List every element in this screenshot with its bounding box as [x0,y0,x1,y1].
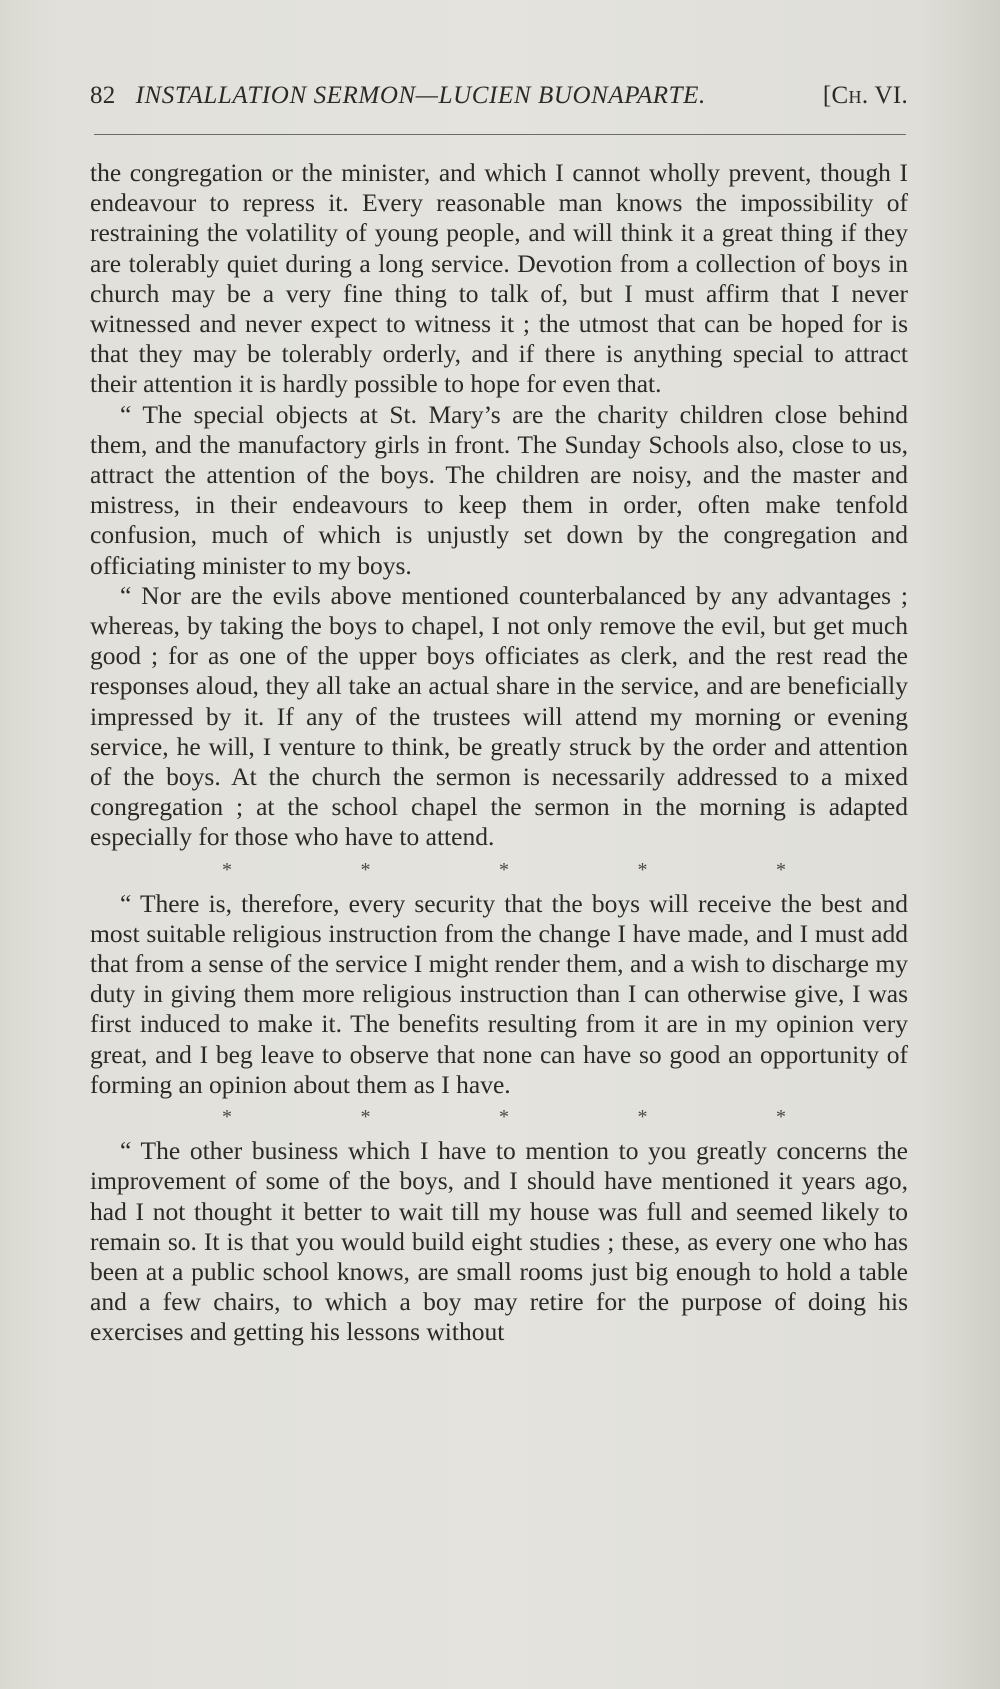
asterisk: * [499,858,509,881]
asterisk: * [360,858,371,881]
header-rule [94,134,906,135]
paragraph-evils-counterbalanced: “ Nor are the evils above mentioned counterbalanced by any advantages ; whereas, by taking the boys to chapel, I not only remove the evil, but get much good ; for as one of the upper boys officiates as clerk, and the rest read the responses aloud, they all take an actual share in the service, and are beneficially impressed by it. If any of the trustees will attend my morning or evening service, he will, I venture to think, be greatly struck by the order and attention of the boys. At the church the sermon is necessarily addressed to a mixed congregation ; at the school chapel the sermon in the morning is adapted especially for those who have to attend. [90,580,908,852]
section-break [90,853,908,887]
asterisk: * [360,1106,371,1129]
paragraph-continued: the congregation or the minister, and which I cannot wholly prevent, though I endeavour to repress it. Every reasonable man knows the impossibility of restraining the volatility of young people, and will think it a great thing if they are tolerably quiet during a long service. Devotion from a collection of boys in church may be a very fine thing to talk of, but I must affirm that I never witnessed and never expect to witness it ; the utmost that can be hoped for is that they may be tolerably orderly, and if there is anything special to attract their attention it is hardly possible to hope for even that. [90,158,908,399]
asterisk: * [776,1106,786,1129]
asterisk: * [637,1106,648,1129]
paragraph-special-objects: “ The special objects at St. Mary’s are the charity children close behind them, and the manufactory girls in front. The Sunday Schools also, close to us, attract the attention of the boys. The children are noisy, and the master and mistress, in their endeavours to keep them in order, often make tenfold confusion, much of which is unjustly set down by the congregation and officiating minister to my boys. [90,399,908,580]
asterisk: * [222,1106,232,1129]
paragraph-other-business: “ The other business which I have to mention to you greatly concerns the improvement of some of the boys, and I should have mentioned it years ago, had I not thought it better to wait till my house was full and seemed likely to remain so. It is that you would build eight studies ; these, as every one who has been at a public school knows, are small rooms just big enough to hold a table and a few chairs, to which a boy may retire for the purpose of doing his exercises and getting his lessons without [90,1136,908,1347]
running-title: INSTALLATION SERMON—LUCIEN BUONAPARTE. [135,82,706,109]
running-header [90,82,908,110]
asterisk: * [499,1106,509,1129]
paragraph-security: “ There is, therefore, every security that the boys will receive the best and most suitable religious instruction from the change I have made, and I must add that from a sense of the service I might render them, and a wish to discharge my duty in giving them more religious instruction than I can otherwise give, I was first induced to make it. The benefits resulting from it are in my opinion very great, and I beg leave to observe that none can have so good an opportunity of forming an opinion about them as I have. [90,888,908,1099]
asterisk: * [776,858,786,881]
asterisk: * [637,858,648,881]
body-text [90,158,908,1348]
chapter-reference: [Ch. VI. [822,82,908,109]
asterisk: * [222,858,232,881]
section-break [90,1100,908,1134]
page-number: 82 [90,82,116,109]
